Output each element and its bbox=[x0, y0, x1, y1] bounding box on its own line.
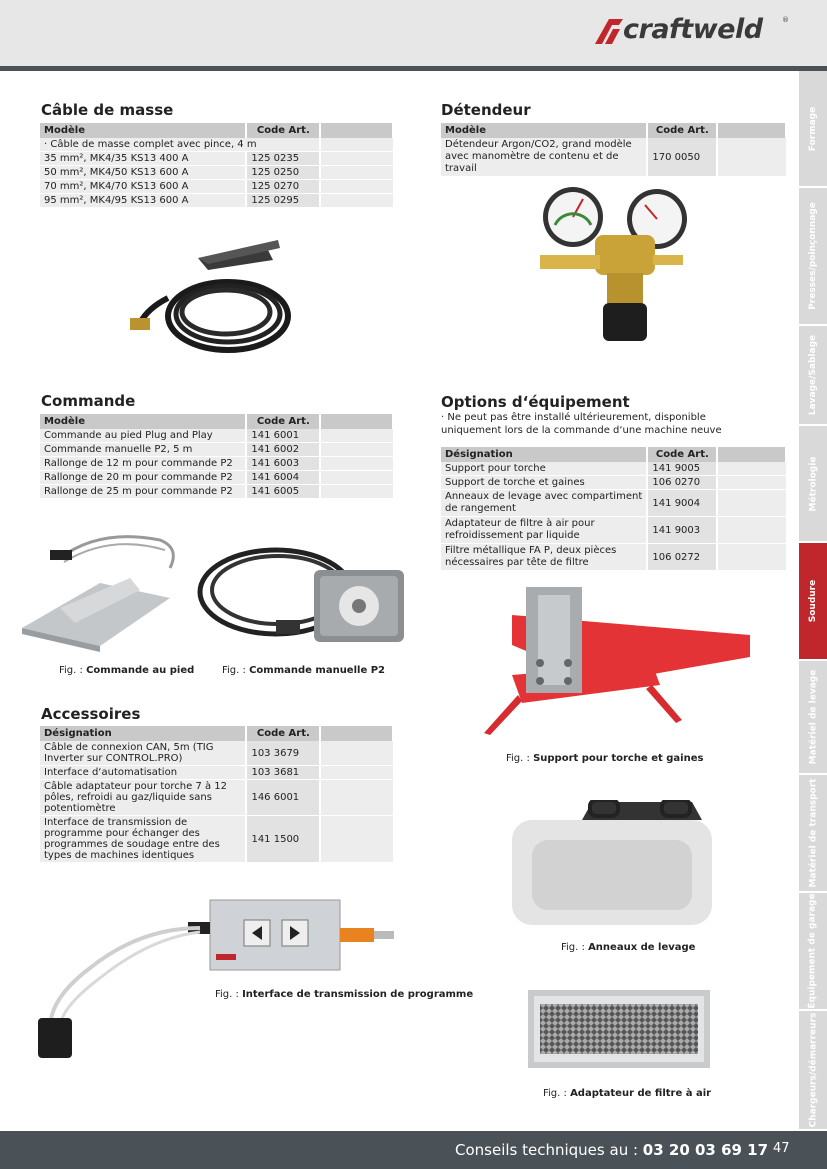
figure-caption-interface: Fig. : Interface de transmission de programme bbox=[215, 989, 474, 1000]
registered-mark: ® bbox=[782, 16, 789, 24]
table-cable bbox=[40, 123, 394, 208]
sidebar-tab-formage[interactable]: Formage bbox=[799, 71, 827, 188]
table-header: Modèle Code Art. bbox=[40, 414, 393, 429]
brand-name: craftweld bbox=[623, 14, 763, 45]
table-header: Modèle Code Art. bbox=[441, 123, 786, 138]
table-row: 95 mm², MK4/95 KS13 600 A 125 0295 bbox=[40, 194, 393, 208]
hand-control-image bbox=[196, 530, 408, 645]
category-sidebar bbox=[799, 71, 827, 1131]
table-row: Commande au pied Plug and Play 141 6001 bbox=[40, 429, 393, 443]
table-header bbox=[40, 123, 393, 138]
sidebar-tab-metrologie[interactable]: Métrologie bbox=[799, 426, 827, 543]
table-header: Désignation Code Art. bbox=[441, 447, 786, 462]
section-title-cable: Câble de masse bbox=[41, 101, 174, 119]
figure-caption-lifting-rings: Fig. : Anneaux de levage bbox=[561, 942, 696, 953]
figure-caption-foot-pedal: Fig. : Commande au pied bbox=[59, 665, 195, 676]
table-detendeur bbox=[441, 123, 787, 177]
sidebar-tab-soudure[interactable]: Soudure bbox=[799, 543, 827, 661]
table-row: Rallonge de 25 m pour commande P2 141 6005 bbox=[40, 485, 393, 499]
section-title-commande: Commande bbox=[41, 392, 136, 410]
table-commande bbox=[40, 414, 394, 499]
brand-logo bbox=[593, 14, 789, 48]
figure-caption-air-filter: Fig. : Adaptateur de filtre à air bbox=[543, 1088, 712, 1099]
sidebar-tab-levage[interactable]: Matériel de levage bbox=[799, 661, 827, 775]
table-row: Détendeur Argon/CO2, grand modèle avec manomètre de contenu et de travail 170 0050 bbox=[441, 138, 786, 177]
section-title-options: Options d‘équipement bbox=[441, 393, 630, 411]
table-row: Interface de transmission de programme pour échanger des programmes de soudage entre des types de machines identiques 141 1500 bbox=[40, 816, 393, 863]
header-bar bbox=[0, 0, 827, 66]
figure-caption-hand-control: Fig. : Commande manuelle P2 bbox=[222, 665, 385, 676]
table-header: Désignation Code Art. bbox=[40, 726, 393, 741]
sidebar-tab-transport[interactable]: Matériel de transport bbox=[799, 775, 827, 893]
program-interface-image bbox=[30, 898, 402, 1068]
air-filter-image bbox=[528, 990, 710, 1068]
footer-contact: Conseils techniques au : 03 20 03 69 17 bbox=[455, 1141, 769, 1159]
ground-cable-image bbox=[128, 228, 298, 358]
table-row: Rallonge de 12 m pour commande P2 141 6003 bbox=[40, 457, 393, 471]
table-options bbox=[441, 447, 787, 571]
sidebar-tab-chargeurs[interactable]: Chargeurs/démarreurs bbox=[799, 1011, 827, 1131]
header-model: Modèle bbox=[40, 123, 246, 138]
table-row: Rallonge de 20 m pour commande P2 141 6004 bbox=[40, 471, 393, 485]
foot-pedal-image bbox=[20, 528, 180, 653]
table-accessoires bbox=[40, 726, 394, 863]
table-row: Adaptateur de filtre à air pour refroidissement par liquide 141 9003 bbox=[441, 517, 786, 544]
header-divider bbox=[0, 66, 827, 71]
regulator-image bbox=[535, 185, 695, 350]
table-row: 70 mm², MK4/70 KS13 600 A 125 0270 bbox=[40, 180, 393, 194]
sidebar-tab-garage[interactable]: Équipement de garage bbox=[799, 893, 827, 1011]
header-code: Code Art. bbox=[246, 123, 320, 138]
table-row: Filtre métallique FA P, deux pièces nécessaires par tête de filtre 106 0272 bbox=[441, 544, 786, 571]
page-number: 47 bbox=[773, 1141, 790, 1156]
table-row: 35 mm², MK4/35 KS13 400 A 125 0235 bbox=[40, 152, 393, 166]
footer-phone: 03 20 03 69 17 bbox=[642, 1141, 769, 1159]
sidebar-tab-presses[interactable]: Presses/poinçonnage bbox=[799, 188, 827, 326]
table-row: Commande manuelle P2, 5 m 141 6002 bbox=[40, 443, 393, 457]
table-row: Câble de connexion CAN, 5m (TIG Inverter sur CONTROL.PRO) 103 3679 bbox=[40, 741, 393, 766]
table-row: Anneaux de levage avec compartiment de rangement 141 9004 bbox=[441, 490, 786, 517]
lifting-rings-image bbox=[512, 800, 717, 925]
logo-mark-icon bbox=[593, 17, 627, 45]
torch-support-image bbox=[482, 585, 752, 735]
figure-caption-torch-support: Fig. : Support pour torche et gaines bbox=[506, 753, 704, 764]
table-row: Interface d‘automatisation 103 3681 bbox=[40, 766, 393, 780]
table-row: · Câble de masse complet avec pince, 4 m bbox=[40, 138, 393, 152]
table-row: 50 mm², MK4/50 KS13 600 A 125 0250 bbox=[40, 166, 393, 180]
table-row: Support de torche et gaines 106 0270 bbox=[441, 476, 786, 490]
options-note: · Ne peut pas être installé ultérieurement, disponible uniquement lors de la commande d‘une machine neuve bbox=[441, 412, 722, 436]
sidebar-tab-lavage[interactable]: Lavage/Sablage bbox=[799, 326, 827, 426]
footer-bar bbox=[0, 1131, 827, 1169]
table-row: Câble adaptateur pour torche 7 à 12 pôles, refroidi au gaz/liquide sans potentiomètre 146 6001 bbox=[40, 780, 393, 816]
section-title-detendeur: Détendeur bbox=[441, 101, 531, 119]
section-title-accessoires: Accessoires bbox=[41, 705, 141, 723]
table-row: Support pour torche 141 9005 bbox=[441, 462, 786, 476]
